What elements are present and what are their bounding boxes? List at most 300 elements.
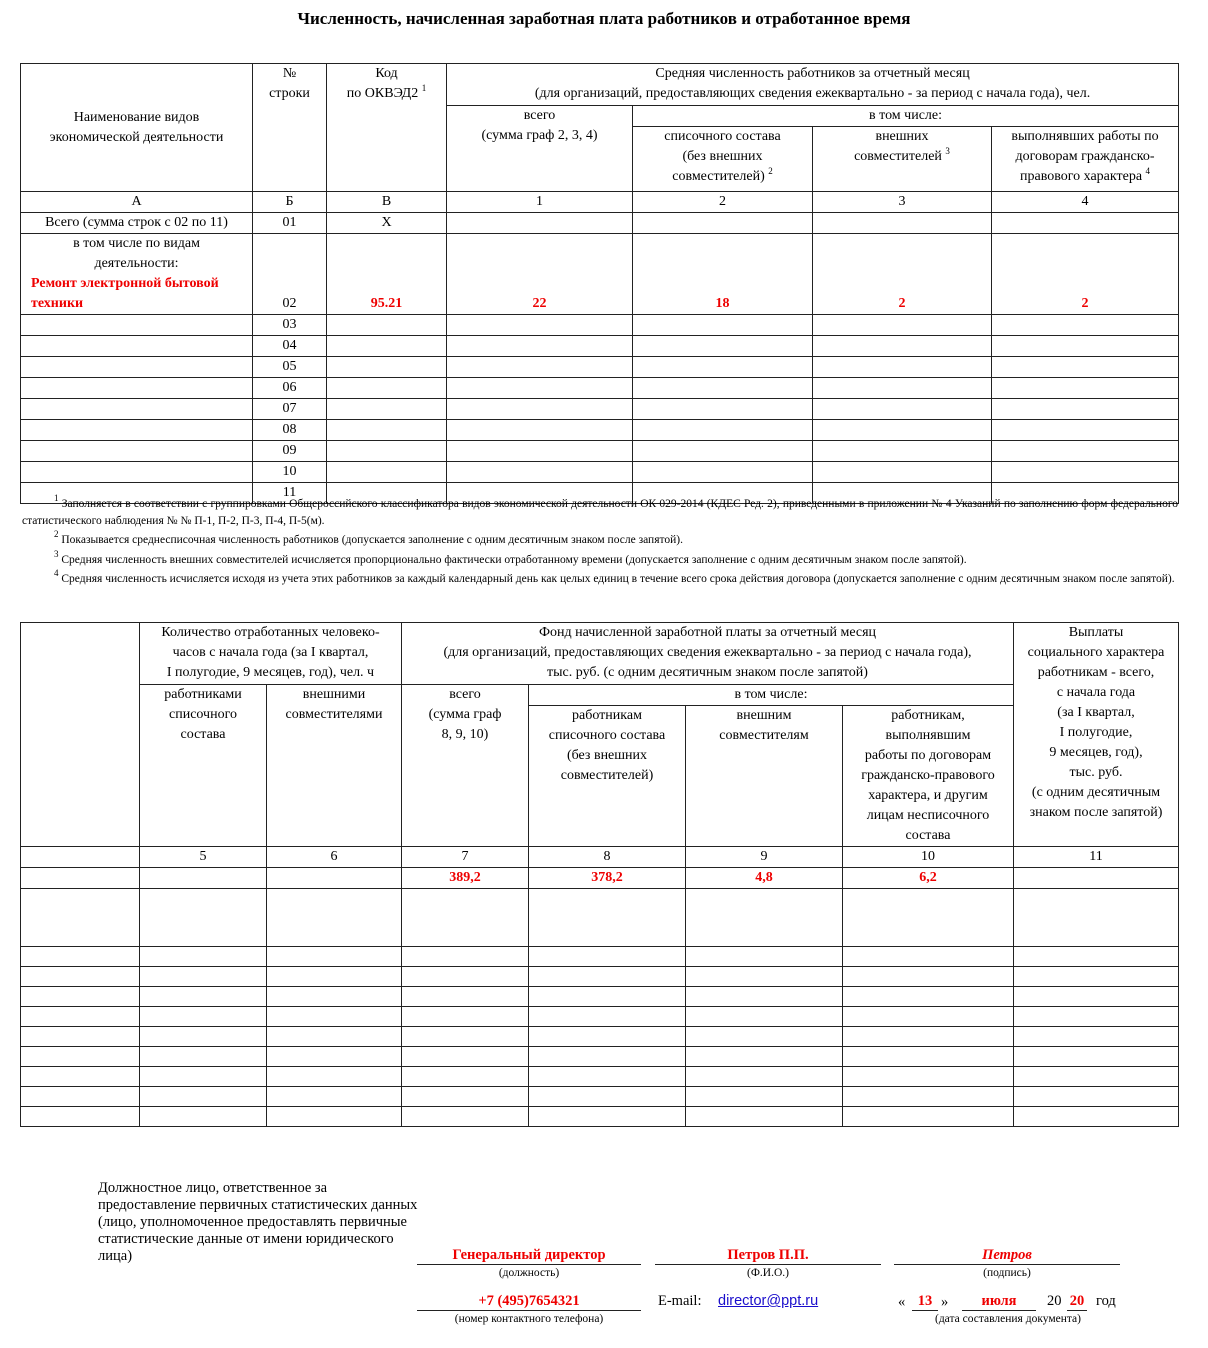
footnote-1-marker: 1 <box>54 493 59 503</box>
date-year-prefix: 20 <box>1047 1293 1062 1309</box>
cell[interactable] <box>21 1007 140 1027</box>
cell[interactable] <box>21 868 140 889</box>
column-letters-row <box>21 192 1179 213</box>
table-row <box>21 399 1179 420</box>
cell[interactable] <box>529 1047 686 1067</box>
table-row <box>21 1027 1179 1047</box>
cell[interactable] <box>633 336 813 357</box>
row-activity-number: 02 <box>253 234 327 315</box>
header-hours-line2: часов с начала года (за I квартал, <box>172 645 369 660</box>
header-fund-total-line1: всего <box>449 687 481 702</box>
header-fund-civ-line7: состава <box>905 828 951 843</box>
cell[interactable] <box>140 1067 267 1087</box>
wages-hours-table <box>20 622 1179 1127</box>
header-fund-line2: (для организаций, предоставляющих сведения ежеквартально - за период с начала года), <box>443 645 972 660</box>
cell[interactable] <box>21 967 140 987</box>
header-okved <box>327 64 447 192</box>
header-row-number-line2: строки <box>269 86 310 101</box>
cell[interactable] <box>813 462 992 483</box>
header-hours-list-line1: работниками <box>164 687 242 702</box>
header-external <box>813 127 992 192</box>
total-headcount-value[interactable]: 22 <box>447 234 633 315</box>
header-total-line2: (сумма граф 2, 3, 4) <box>481 128 598 143</box>
cell[interactable] <box>402 1027 529 1047</box>
col-letter: В <box>327 192 447 213</box>
cell[interactable] <box>633 213 813 234</box>
cell[interactable] <box>402 947 529 967</box>
table-row-activity <box>21 234 1179 315</box>
cell[interactable] <box>21 889 140 947</box>
email-label: E-mail: <box>658 1293 702 1309</box>
hours-external-value[interactable] <box>267 868 402 889</box>
cell[interactable] <box>267 1087 402 1107</box>
cell[interactable] <box>1014 947 1179 967</box>
cell[interactable] <box>813 336 992 357</box>
cell[interactable] <box>447 420 633 441</box>
cell[interactable] <box>843 947 1014 967</box>
col-number <box>21 847 140 868</box>
table-row <box>21 987 1179 1007</box>
footnote-ref-3: 3 <box>945 146 950 156</box>
cell[interactable] <box>327 420 447 441</box>
table-row <box>21 1107 1179 1127</box>
row-number: 11 <box>253 483 327 504</box>
header-fund-ext-line1: внешним <box>736 708 792 723</box>
row-number: 08 <box>253 420 327 441</box>
col-letter: А <box>21 192 253 213</box>
header-civil-contracts <box>992 127 1179 192</box>
cell[interactable] <box>633 441 813 462</box>
cell[interactable] <box>992 462 1179 483</box>
cell[interactable] <box>686 967 843 987</box>
col-number: 11 <box>1014 847 1179 868</box>
cell[interactable] <box>447 441 633 462</box>
external-staff-value[interactable]: 2 <box>813 234 992 315</box>
table-row <box>21 441 1179 462</box>
cell[interactable] <box>843 1067 1014 1087</box>
cell[interactable] <box>813 378 992 399</box>
cell[interactable] <box>843 1107 1014 1127</box>
cell[interactable] <box>140 987 267 1007</box>
footnote-2-text: Показывается среднесписочная численность работников (допускается заполнение с одним десятичным знаком после запятой). <box>61 534 683 546</box>
civil-contract-value[interactable]: 2 <box>992 234 1179 315</box>
cell[interactable] <box>1014 1027 1179 1047</box>
cell[interactable] <box>813 399 992 420</box>
signature-field[interactable]: Петров <box>894 1246 1120 1265</box>
header-activity-name <box>21 64 253 192</box>
row-activity-label-line1: в том числе по видам <box>73 236 200 251</box>
cell[interactable] <box>813 441 992 462</box>
cell[interactable] <box>21 315 253 336</box>
responsible-official-label: Должностное лицо, ответственное за предоставление первичных статистических данных (лицо, уполномоченное предоставлять первичные статистические данные от имени юридического лица) <box>98 1180 418 1264</box>
table-row <box>21 315 1179 336</box>
header-fund-civ-line4: гражданско-правового <box>861 768 995 783</box>
cell[interactable] <box>813 315 992 336</box>
header-social-line7: 9 месяцев, год), <box>1049 745 1143 760</box>
header-fund-list-line1: работникам <box>572 708 642 723</box>
col-number: 8 <box>529 847 686 868</box>
header-fund-including: в том числе: <box>529 685 1014 706</box>
fio-field[interactable]: Петров П.П. <box>655 1246 881 1265</box>
cell[interactable] <box>686 1027 843 1047</box>
cell[interactable] <box>402 1087 529 1107</box>
cell[interactable] <box>267 987 402 1007</box>
cell[interactable] <box>1014 1087 1179 1107</box>
cell[interactable] <box>843 967 1014 987</box>
email-link-text[interactable]: director@ppt.ru <box>718 1293 819 1309</box>
cell[interactable] <box>21 1047 140 1067</box>
cell[interactable] <box>267 1007 402 1027</box>
cell[interactable] <box>529 1007 686 1027</box>
cell[interactable] <box>843 987 1014 1007</box>
header-okved-line2: по ОКВЭД2 <box>346 86 419 101</box>
cell[interactable] <box>447 213 633 234</box>
cell[interactable] <box>402 987 529 1007</box>
header-external-line1: внешних <box>875 129 929 144</box>
position-field[interactable]: Генеральный директор <box>417 1246 641 1265</box>
cell[interactable] <box>686 1087 843 1107</box>
header-fund-list <box>529 706 686 847</box>
table-row <box>21 947 1179 967</box>
cell[interactable] <box>529 1067 686 1087</box>
table-row <box>21 1087 1179 1107</box>
footnote-3 <box>22 549 1178 569</box>
cell[interactable] <box>686 1007 843 1027</box>
col-number: 6 <box>267 847 402 868</box>
header-hours-external <box>267 685 402 847</box>
cell[interactable] <box>992 357 1179 378</box>
table-row <box>21 1007 1179 1027</box>
col-number: 10 <box>843 847 1014 868</box>
cell[interactable] <box>327 336 447 357</box>
cell[interactable] <box>21 399 253 420</box>
cell[interactable] <box>267 889 402 947</box>
cell[interactable] <box>992 378 1179 399</box>
col-number: 5 <box>140 847 267 868</box>
cell[interactable] <box>402 1067 529 1087</box>
cell[interactable] <box>686 889 843 947</box>
cell[interactable] <box>447 357 633 378</box>
header-fund-ext-line2: совместителям <box>719 728 809 743</box>
header-list-staff <box>633 127 813 192</box>
cell[interactable] <box>21 336 253 357</box>
fio-caption: (Ф.И.О.) <box>747 1267 789 1279</box>
cell[interactable] <box>633 420 813 441</box>
fund-total-value[interactable]: 389,2 <box>402 868 529 889</box>
cell[interactable] <box>327 357 447 378</box>
header-civil-line3: правового характера <box>1020 169 1143 184</box>
email-link[interactable] <box>718 1292 818 1310</box>
column-numbers-row <box>21 847 1179 868</box>
cell[interactable] <box>686 1067 843 1087</box>
date-year-field[interactable]: 20 <box>1067 1292 1087 1311</box>
position-caption: (должность) <box>498 1267 560 1279</box>
header-social-line6: I полугодие, <box>1059 725 1133 740</box>
cell[interactable] <box>447 315 633 336</box>
footnote-ref-4: 4 <box>1145 166 1151 176</box>
header-okved-line1: Код <box>375 66 398 81</box>
row-total-code: Х <box>327 213 447 234</box>
cell[interactable] <box>1014 1067 1179 1087</box>
date-day-field[interactable]: 13 <box>912 1292 938 1311</box>
header-total <box>447 106 633 192</box>
col-letter: 4 <box>992 192 1179 213</box>
header-fund-civil <box>843 706 1014 847</box>
cell[interactable] <box>633 357 813 378</box>
cell[interactable] <box>529 1087 686 1107</box>
table-row <box>21 336 1179 357</box>
cell[interactable] <box>447 378 633 399</box>
header-fund-line1: Фонд начисленной заработной платы за отчетный месяц <box>538 625 877 640</box>
cell[interactable] <box>140 967 267 987</box>
cell[interactable] <box>633 462 813 483</box>
table-row <box>21 1067 1179 1087</box>
cell[interactable] <box>140 889 267 947</box>
date-caption: (дата составления документа) <box>934 1313 1081 1325</box>
cell[interactable] <box>529 987 686 1007</box>
cell[interactable] <box>140 1107 267 1127</box>
phone-field[interactable]: +7 (495)7654321 <box>417 1292 641 1311</box>
fund-external-value[interactable]: 4,8 <box>686 868 843 889</box>
cell[interactable] <box>633 315 813 336</box>
header-fund-external <box>686 706 843 847</box>
cell[interactable] <box>686 1107 843 1127</box>
footnote-2 <box>22 529 1178 549</box>
header-civil-line1: выполнявших работы по <box>1011 129 1159 144</box>
cell[interactable] <box>1014 1007 1179 1027</box>
cell[interactable] <box>140 1087 267 1107</box>
header-including: в том числе: <box>633 106 1179 127</box>
cell[interactable] <box>686 1047 843 1067</box>
cell[interactable] <box>140 1027 267 1047</box>
cell[interactable] <box>843 1027 1014 1047</box>
signature-caption: (подпись) <box>983 1267 1031 1279</box>
header-hours-list <box>140 685 267 847</box>
cell[interactable] <box>447 399 633 420</box>
header-row-number-line1: № <box>282 66 297 81</box>
cell[interactable] <box>813 420 992 441</box>
header-fund-list-line3: (без внешних <box>566 748 648 763</box>
header-social-line2: социального характера <box>1027 645 1165 660</box>
header-fund-civ-line2: выполнявшим <box>885 728 971 743</box>
activity-name-value[interactable]: Ремонт электронной бытовой техники <box>31 276 219 311</box>
header-list-line2: (без внешних <box>682 149 763 164</box>
row-number: 06 <box>253 378 327 399</box>
footnote-4-text: Средняя численность исчисляется исходя из учета этих работников за каждый календарный день как целых единиц в течение всего срока действия договора (допускается заполнение с одним десятичным знаком после запятой). <box>61 573 1175 585</box>
cell[interactable] <box>21 357 253 378</box>
cell[interactable] <box>267 1027 402 1047</box>
footnote-ref-1: 1 <box>421 83 427 93</box>
cell[interactable] <box>529 1027 686 1047</box>
cell[interactable] <box>21 420 253 441</box>
date-month-field[interactable]: июля <box>962 1292 1036 1311</box>
cell[interactable] <box>633 399 813 420</box>
date-close-quote: » <box>941 1294 949 1310</box>
cell[interactable] <box>21 1067 140 1087</box>
footnote-4-marker: 4 <box>54 568 59 578</box>
cell[interactable] <box>21 378 253 399</box>
phone-caption: (номер контактного телефона) <box>454 1313 604 1325</box>
header-fund-line3: тыс. руб. (с одним десятичным знаком после запятой) <box>547 665 868 680</box>
cell[interactable] <box>327 315 447 336</box>
header-total-line1: всего <box>523 108 556 123</box>
header-list-line1: списочного состава <box>664 129 781 144</box>
cell[interactable] <box>140 1007 267 1027</box>
cell[interactable] <box>1014 1107 1179 1127</box>
table-row <box>21 889 1179 947</box>
cell[interactable] <box>327 441 447 462</box>
headcount-table <box>20 63 1179 504</box>
header-civil-line2: договорам гражданско- <box>1015 149 1155 164</box>
cell[interactable] <box>21 987 140 1007</box>
okved-code-value[interactable]: 95.21 <box>327 234 447 315</box>
cell[interactable] <box>21 947 140 967</box>
cell[interactable] <box>813 357 992 378</box>
header-fund-civ-line5: характера, и другим <box>868 788 988 803</box>
cell[interactable] <box>327 462 447 483</box>
header-fund-list-line4: совместителей) <box>560 768 654 783</box>
social-payments-value[interactable] <box>1014 868 1179 889</box>
cell[interactable] <box>267 1067 402 1087</box>
footnote-1 <box>22 493 1179 530</box>
header-social-line10: знаком после запятой) <box>1029 805 1163 820</box>
cell[interactable] <box>267 1047 402 1067</box>
fund-civil-value[interactable]: 6,2 <box>843 868 1014 889</box>
cell[interactable] <box>633 378 813 399</box>
header-avg-group-line1: Средняя численность работников за отчетный месяц <box>655 66 970 81</box>
header-avg-group-line2: (для организаций, предоставляющих сведения ежеквартально - за период с начала года), чел. <box>534 86 1091 101</box>
header-social-line8: тыс. руб. <box>1069 765 1123 780</box>
table-row <box>21 967 1179 987</box>
footnote-ref-2: 2 <box>768 166 773 176</box>
row-number: 09 <box>253 441 327 462</box>
header-social-payments <box>1014 623 1179 847</box>
footnote-3-text: Средняя численность внешних совместителей исчисляется пропорционально фактически отработанному времени (допускается заполнение с одним десятичным знаком после запятой). <box>61 554 967 566</box>
header-hours-group <box>140 623 402 685</box>
cell[interactable] <box>402 1107 529 1127</box>
cell[interactable] <box>21 1107 140 1127</box>
cell[interactable] <box>447 462 633 483</box>
header-fund-list-line2: списочного состава <box>548 728 666 743</box>
cell[interactable] <box>21 1027 140 1047</box>
table-row <box>21 1047 1179 1067</box>
header-fund-total <box>402 685 529 847</box>
header-hours-ext-line1: внешними <box>302 687 366 702</box>
cell[interactable] <box>686 987 843 1007</box>
cell[interactable] <box>1014 889 1179 947</box>
cell[interactable] <box>843 1087 1014 1107</box>
row-number: 03 <box>253 315 327 336</box>
header-fund-civ-line1: работникам, <box>891 708 965 723</box>
header-avg-headcount-group <box>447 64 1179 106</box>
col-number: 7 <box>402 847 529 868</box>
header-hours-list-line3: состава <box>180 727 226 742</box>
header-list-line3: совместителей) <box>672 169 765 184</box>
cell[interactable] <box>267 947 402 967</box>
cell[interactable] <box>992 315 1179 336</box>
hours-list-value[interactable] <box>140 868 267 889</box>
fund-list-value[interactable]: 378,2 <box>529 868 686 889</box>
cell[interactable] <box>529 1107 686 1127</box>
header-social-line1: Выплаты <box>1068 625 1124 640</box>
cell[interactable] <box>140 947 267 967</box>
row-activity-label-line2: деятельности: <box>94 256 179 271</box>
header-social-line4: с начала года <box>1056 685 1136 700</box>
footnote-4 <box>22 568 1178 588</box>
col-letter: 3 <box>813 192 992 213</box>
cell[interactable] <box>992 420 1179 441</box>
footnote-3-marker: 3 <box>54 549 59 559</box>
header-hours-line3: I полугодие, 9 месяцев, год), чел. ч <box>166 665 375 680</box>
header-fund-total-line2: (сумма граф <box>428 707 502 722</box>
cell[interactable] <box>402 967 529 987</box>
cell[interactable] <box>447 336 633 357</box>
header-fund-civ-line3: работы по договорам <box>864 748 992 763</box>
cell[interactable] <box>992 441 1179 462</box>
header-hours-ext-line2: совместителями <box>285 707 383 722</box>
cell[interactable] <box>843 1007 1014 1027</box>
cell[interactable] <box>402 1007 529 1027</box>
col-letter: Б <box>253 192 327 213</box>
cell[interactable] <box>1014 967 1179 987</box>
header-social-line3: работникам - всего, <box>1037 665 1155 680</box>
header-social-line9: (с одним десятичным <box>1031 785 1161 800</box>
cell[interactable] <box>1014 987 1179 1007</box>
cell[interactable] <box>992 213 1179 234</box>
cell[interactable] <box>402 889 529 947</box>
col-letter: 2 <box>633 192 813 213</box>
footnote-2-marker: 2 <box>54 529 59 539</box>
cell[interactable] <box>21 462 253 483</box>
col-number: 9 <box>686 847 843 868</box>
table-row-wages <box>21 868 1179 889</box>
row-activity-name <box>21 234 253 315</box>
cell[interactable] <box>21 1087 140 1107</box>
cell[interactable] <box>21 441 253 462</box>
header-hours-line1: Количество отработанных человеко- <box>161 625 380 640</box>
date-year-word: год <box>1096 1293 1116 1309</box>
header-hours-list-line2: списочного <box>169 707 237 722</box>
cell[interactable] <box>843 889 1014 947</box>
row-number: 07 <box>253 399 327 420</box>
cell[interactable] <box>843 1047 1014 1067</box>
row-total-name: Всего (сумма строк с 02 по 11) <box>21 213 253 234</box>
cell[interactable] <box>529 967 686 987</box>
cell[interactable] <box>267 1107 402 1127</box>
cell[interactable] <box>529 889 686 947</box>
row-number: 04 <box>253 336 327 357</box>
cell[interactable] <box>327 399 447 420</box>
cell[interactable] <box>992 399 1179 420</box>
header-social-line5: (за I квартал, <box>1057 705 1135 720</box>
cell[interactable] <box>267 967 402 987</box>
table-row <box>21 357 1179 378</box>
header-fund-total-line3: 8, 9, 10) <box>441 727 489 742</box>
cell[interactable] <box>686 947 843 967</box>
list-staff-value[interactable]: 18 <box>633 234 813 315</box>
cell[interactable] <box>992 336 1179 357</box>
cell[interactable] <box>1014 1047 1179 1067</box>
date-open-quote: « <box>898 1294 906 1310</box>
cell[interactable] <box>529 947 686 967</box>
header-fund-civ-line6: лицам несписочного <box>866 808 990 823</box>
table-row-total <box>21 213 1179 234</box>
row-number: 05 <box>253 357 327 378</box>
cell[interactable] <box>327 378 447 399</box>
cell[interactable] <box>402 1047 529 1067</box>
cell[interactable] <box>813 213 992 234</box>
cell[interactable] <box>140 1047 267 1067</box>
